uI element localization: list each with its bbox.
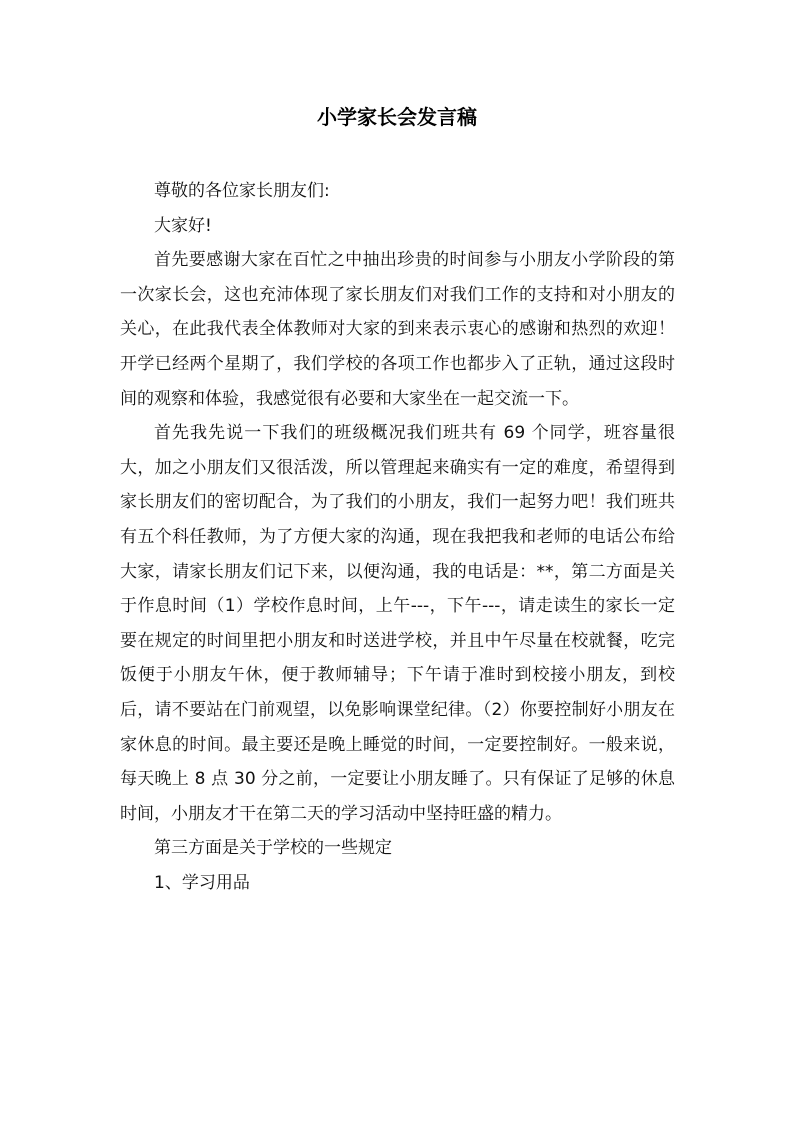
paragraph-greeting: 大家好!	[154, 215, 212, 236]
paragraph-salutation: 尊敬的各位家长朋友们:	[154, 181, 330, 201]
document-body	[120, 174, 675, 900]
paragraph-class-overview: 首先我先说一下我们的班级概况我们班共有 69 个同学，班容量很大，加之小朋友们又很活泼，所以管理起来确实有一定的难度，希望得到家长朋友们的密切配合，为了我们的小朋友，我们一起努力吧！我们班共有五个科任教师，为了方便大家的沟通，现在我把我和老师的电话公布给大家，请家长朋友们记下来，以便沟通，我的电话是：**，第二方面是关于作息时间（1）学校作息时间，上午---，下午---，请走读生的家长一定要在规定的时间里把小朋友和时送进学校，并且中午尽量在校就餐，吃完饭便于小朋友午休，便于教师辅导；下午请于准时到校接小朋友，到校后，请不要站在门前观望，以免影响课堂纪律。（2）你要控制好小朋友在家休息的时间。最主要还是晚上睡觉的时间，一定要控制好。一般来说，每天晚上 8 点 30 分之前，一定要让小朋友睡了。只有保证了足够的休息时间，小朋友才干在第二天的学习活动中坚持旺盛的精力。	[120, 423, 675, 824]
paragraph-item-one: 1、学习用品	[154, 872, 250, 893]
paragraph-section-three: 第三方面是关于学校的一些规定	[154, 838, 392, 859]
document-title: 小学家长会发言稿	[317, 105, 477, 129]
paragraph-intro: 首先要感谢大家在百忙之中抽出珍贵的时间参与小朋友小学阶段的第一次家长会，这也充沛体现了家长朋友们对我们工作的支持和对小朋友的关心，在此我代表全体教师对大家的到来表示衷心的感谢和热烈的欢迎！开学已经两个星期了，我们学校的各项工作也都步入了正轨，通过这段时间的观察和体验，我感觉很有必要和大家坐在一起交流一下。	[120, 250, 675, 409]
